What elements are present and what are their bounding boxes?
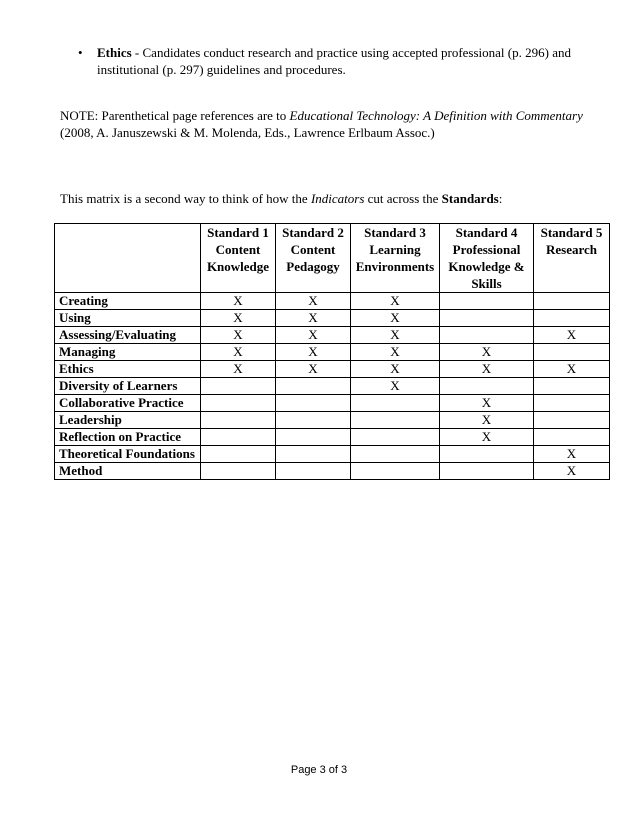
matrix-cell <box>201 446 276 463</box>
matrix-column-header-line: Skills <box>471 276 502 291</box>
matrix-cell <box>440 310 534 327</box>
note-citation: (2008, A. Januszewski & M. Molenda, Eds., Lawrence Erlbaum Assoc.) <box>60 125 435 140</box>
matrix-cell: X <box>440 361 534 378</box>
bullet-description: - Candidates conduct research and practice using accepted professional (p. 296) and institutional (p. 297) guidelines and procedures. <box>97 45 571 77</box>
matrix-cell: X <box>276 327 351 344</box>
matrix-cell: X <box>201 327 276 344</box>
matrix-cell: X <box>201 293 276 310</box>
matrix-cell <box>201 463 276 480</box>
matrix-cell: X <box>440 344 534 361</box>
matrix-cell <box>276 378 351 395</box>
matrix-cell <box>440 463 534 480</box>
matrix-cell <box>534 412 610 429</box>
matrix-cell <box>276 412 351 429</box>
matrix-cell <box>534 310 610 327</box>
matrix-column-header-line: Content <box>290 242 336 257</box>
matrix-cell: X <box>440 429 534 446</box>
matrix-column-header-line: Standard 1 <box>207 225 269 240</box>
matrix-column-header-standard-5 <box>534 224 610 293</box>
matrix-intro-standards: Standards <box>441 191 499 206</box>
matrix-column-header-line: Knowledge & <box>448 259 525 274</box>
matrix-cell: X <box>201 344 276 361</box>
matrix-cell <box>440 378 534 395</box>
note-prefix: NOTE: Parenthetical page references are to <box>60 108 290 123</box>
matrix-cell: X <box>276 293 351 310</box>
matrix-cell: X <box>276 310 351 327</box>
matrix-cell <box>276 429 351 446</box>
matrix-row <box>55 463 610 480</box>
matrix-row <box>55 361 610 378</box>
matrix-cell: X <box>440 412 534 429</box>
matrix-row <box>55 446 610 463</box>
matrix-intro-part2: cut across the <box>364 191 442 206</box>
matrix-cell: X <box>351 361 440 378</box>
matrix-cell <box>201 378 276 395</box>
matrix-cell: X <box>534 463 610 480</box>
matrix-column-header-line: Professional <box>452 242 521 257</box>
matrix-row-label: Reflection on Practice <box>55 429 201 446</box>
matrix-row-label: Leadership <box>55 412 201 429</box>
matrix-cell: X <box>351 293 440 310</box>
matrix-row-label: Theoretical Foundations <box>55 446 201 463</box>
matrix-cell <box>440 327 534 344</box>
matrix-cell <box>201 412 276 429</box>
matrix-row-label: Creating <box>55 293 201 310</box>
matrix-cell: X <box>534 327 610 344</box>
matrix-cell <box>440 293 534 310</box>
matrix-cell: X <box>201 310 276 327</box>
note-book-title: Educational Technology: A Definition with Commentary <box>289 108 583 123</box>
matrix-cell <box>351 463 440 480</box>
matrix-cell <box>351 446 440 463</box>
matrix-column-header-standard-3 <box>351 224 440 293</box>
matrix-cell <box>440 446 534 463</box>
matrix-row <box>55 293 610 310</box>
matrix-cell <box>351 412 440 429</box>
page-footer: Page 3 of 3 <box>290 764 348 776</box>
matrix-row-label: Method <box>55 463 201 480</box>
matrix-row <box>55 395 610 412</box>
matrix-intro <box>60 190 600 207</box>
matrix-cell <box>201 395 276 412</box>
matrix-row-label: Using <box>55 310 201 327</box>
matrix-cell <box>534 395 610 412</box>
matrix-column-header-line: Standard 3 <box>364 225 426 240</box>
matrix-cell: X <box>351 344 440 361</box>
matrix-column-header-line: Standard 5 <box>540 225 603 240</box>
matrix-column-header-line: Research <box>545 242 598 257</box>
matrix-cell <box>351 429 440 446</box>
matrix-intro-indicators: Indicators <box>310 191 365 206</box>
matrix-row <box>55 327 610 344</box>
bullet-term: Ethics <box>97 45 132 60</box>
matrix-column-header-standard-2 <box>276 224 351 293</box>
matrix-intro-part1: This matrix is a second way to think of how the <box>60 191 311 206</box>
matrix-row-label: Collaborative Practice <box>55 395 201 412</box>
matrix-column-header-line: Environments <box>355 259 435 274</box>
matrix-row <box>55 412 610 429</box>
matrix-column-header-line: Learning <box>369 242 421 257</box>
matrix-row-label: Ethics <box>55 361 201 378</box>
matrix-intro-part3: : <box>498 191 503 206</box>
matrix-row-label: Assessing/Evaluating <box>55 327 201 344</box>
matrix-column-header-line: Knowledge <box>206 259 270 274</box>
matrix-body <box>55 293 610 480</box>
matrix-column-header-line: Content <box>215 242 261 257</box>
matrix-column-header-standard-1 <box>201 224 276 293</box>
bullet-text <box>97 44 578 78</box>
matrix-cell <box>351 395 440 412</box>
matrix-row <box>55 429 610 446</box>
matrix-cell <box>276 463 351 480</box>
matrix-cell: X <box>534 446 610 463</box>
matrix-column-header-line: Standard 2 <box>282 225 344 240</box>
matrix-cell <box>534 293 610 310</box>
matrix-cell <box>534 429 610 446</box>
matrix-cell: X <box>351 378 440 395</box>
matrix-row <box>55 310 610 327</box>
matrix-column-header-standard-4 <box>440 224 534 293</box>
matrix-cell <box>276 395 351 412</box>
matrix-column-header-line: Pedagogy <box>286 259 340 274</box>
matrix-cell <box>276 446 351 463</box>
matrix-cell <box>534 344 610 361</box>
matrix-row <box>55 378 610 395</box>
matrix-cell: X <box>201 361 276 378</box>
matrix-cell: X <box>534 361 610 378</box>
matrix-cell <box>534 378 610 395</box>
matrix-cell: X <box>351 327 440 344</box>
matrix-cell: X <box>440 395 534 412</box>
matrix-corner-cell <box>55 224 201 293</box>
page-reference-note <box>60 107 600 141</box>
matrix-cell: X <box>351 310 440 327</box>
matrix-row-label: Diversity of Learners <box>55 378 201 395</box>
matrix-cell <box>201 429 276 446</box>
matrix-header-row <box>55 224 610 293</box>
matrix-column-header-line: Standard 4 <box>455 225 518 240</box>
bullet-marker: • <box>78 45 83 60</box>
matrix-cell: X <box>276 361 351 378</box>
indicators-standards-matrix <box>54 223 610 480</box>
matrix-row <box>55 344 610 361</box>
matrix-row-label: Managing <box>55 344 201 361</box>
ethics-bullet <box>78 44 578 78</box>
matrix-cell: X <box>276 344 351 361</box>
